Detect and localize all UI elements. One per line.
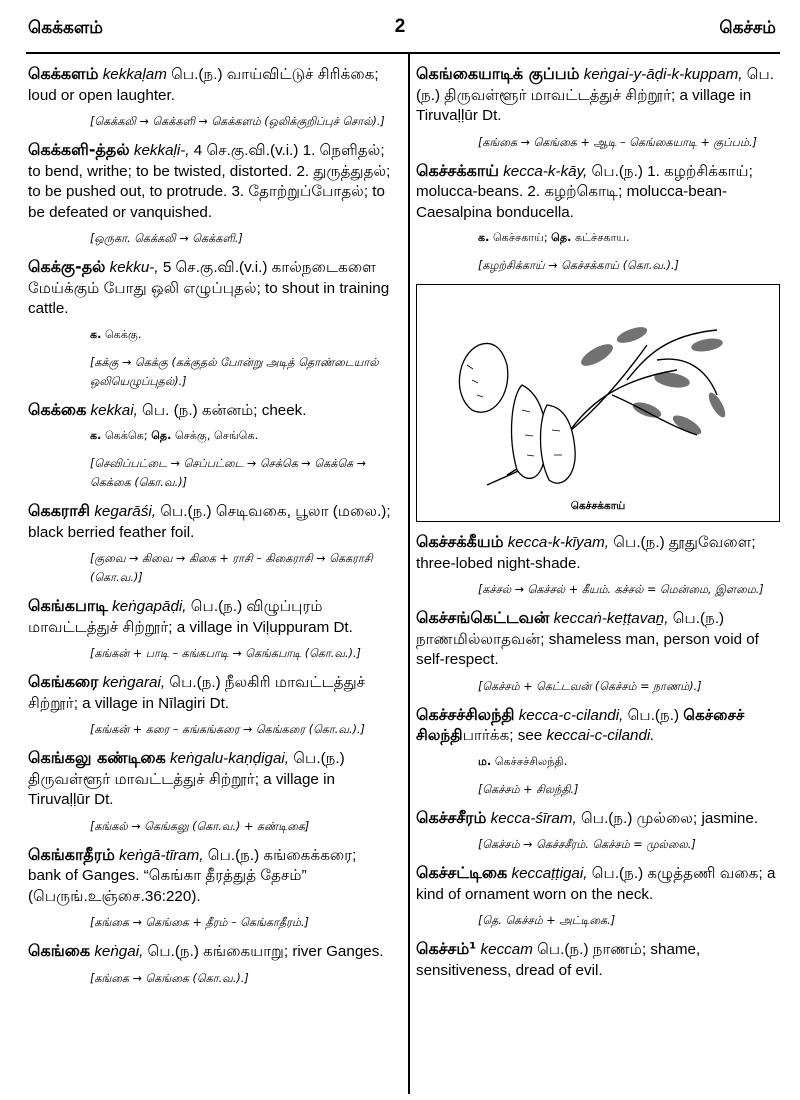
etymology: [கழற்சிக்காய் → கெச்சக்காய் (கொ.வ.).] [478, 259, 679, 272]
cognate-word: கெக்கு. [104, 327, 142, 341]
etymology: [கெக்கலி → கெக்களி → கெக்களம் (ஒலிக்குறிப்புச் சொல்).] [90, 115, 385, 128]
etymology: [தெ. கெச்சம் + அட்டிகை.] [478, 914, 616, 927]
headword: கெகராசி [28, 501, 91, 520]
headword: கெங்கலு கண்டிகை [28, 748, 166, 767]
dictionary-entry [28, 748, 392, 811]
cognate-word: கெச்சகாய்; [492, 231, 548, 244]
dictionary-entry [416, 863, 780, 905]
definition: பெ.(ந.) திருவள்ளூர் மாவட்டத்துச் சிற்றூர்; a village in Tiruvaḷḷūr Dt. [416, 66, 775, 124]
etymology: [கெச்சம் + சிலந்தி.] [478, 782, 579, 796]
transliteration: kecca-k-kāy, [503, 162, 588, 180]
cognates [416, 229, 780, 247]
definition: பெ.(ந.) திருவள்ளூர் மாவட்டத்துச் சிற்றூர்; a village in Tiruvaḷḷūr Dt. [28, 750, 345, 808]
cognate-word: செக்கு, செங்கெ. [175, 429, 259, 442]
etymology: [கச்சல் → கெச்சல் + கீயம். கச்சல் = மென்மை, இளமை.] [478, 583, 764, 596]
dictionary-entry [28, 400, 392, 422]
transliteration: kegarāśi, [94, 503, 156, 520]
definition: பெ.(ந.) நீலகிரி மாவட்டத்துச் சிற்றூர்; a village in Nīlagiri Dt. [28, 674, 366, 712]
etymology: [கங்கன் + பாடி – கங்கபாடி → கெங்கபாடி (கொ.வ.).] [90, 647, 361, 660]
dictionary-entry [28, 257, 392, 320]
transliteration: kekkaḷam [102, 66, 167, 83]
headword: கெக்களி-த்தல் [28, 140, 130, 159]
transliteration: keccam [480, 941, 533, 958]
cognate-word: கெச்சச்சிலந்தி. [494, 754, 568, 768]
headword: கெக்களம் [28, 64, 99, 83]
dictionary-entry [28, 672, 392, 714]
transliteration: kecca-c-cilandi, [518, 706, 624, 724]
dictionary-entry [416, 939, 780, 981]
page-number: 2 [394, 16, 406, 37]
cognate-word: கெக்கெ; [104, 429, 148, 442]
dictionary-entry [416, 64, 780, 127]
cognate-word: கட்ச்சகாய. [574, 231, 630, 244]
transliteration: kekkaḷi-, [133, 142, 190, 159]
definition: பெ.(ந.) தூதுவேளை; three-lobed night-shade. [416, 534, 756, 572]
etymology: [கங்கல் → கெங்கலு (கொ.வ.) + கண்டிகை] [90, 819, 310, 833]
headword: கெச்சட்டிகை [416, 863, 508, 882]
dictionary-entry [416, 808, 780, 830]
cognate-language: ம. [478, 754, 492, 768]
etymology: [குவை → கிவை → கிகை + ராசி – கிகைராசி → கெகராசி (கொ.வ.)] [90, 552, 373, 584]
transliteration: keccaṭṭigai, [511, 865, 588, 882]
headword: கெக்கு-தல் [28, 257, 106, 276]
cross-reference-text: பார்க்க; see [462, 727, 543, 744]
transliteration: keṅgai, [94, 943, 144, 960]
dictionary-entry [28, 845, 392, 908]
definition: பெ.(ந.) நாணமில்லாதவன்; shameless man, person void of self-respect. [416, 610, 759, 668]
headword: கெங்கையாடிக் குப்பம் [416, 64, 580, 83]
definition: 5 செ.கு.வி.(v.i.) கால்நடைகளை மேய்க்கும் போது ஒலி எழுப்புதல்; to shout in training cattle. [28, 259, 390, 317]
definition: பெ.(ந.) செடிவகை, பூலா (மலை.); black berried feather foil. [28, 503, 391, 541]
headword: கெங்கை [28, 941, 91, 960]
definition: பெ.(ந.) கங்கையாறு; river Ganges. [147, 943, 384, 960]
plant-illustration [417, 285, 779, 521]
headword: கெங்காதீரம் [28, 844, 115, 864]
headword: கெச்சங்கெட்டவன் [416, 608, 550, 627]
dictionary-entry [416, 532, 780, 574]
cognate-language: தெ. [151, 429, 172, 442]
transliteration: keṅgai-y-āḍi-k-kuppam, [583, 66, 743, 83]
transliteration: kecca-k-kīyam, [507, 534, 609, 551]
dictionary-entry [416, 161, 780, 224]
column-divider [408, 54, 410, 1094]
definition: பெ.(ந.) கங்கைக்கரை; bank of Ganges. “கெங்கா தீரத்துத் தேசம்” (பெருங்.உஞ்சை.36:220). [28, 846, 357, 905]
cognates [28, 326, 392, 344]
headword: கெச்சக்கீயம் [416, 532, 504, 551]
cognates [28, 427, 392, 445]
definition: பெ.(ந.) வாய்விட்டுச் சிரிக்கை; loud or open laughter. [28, 66, 379, 104]
etymology: [செவிப்பட்டை → செப்பட்டை → செக்கெ → கெக்கெ → கெக்கை (கொ.வ.)] [90, 457, 367, 489]
definition: பெ.(ந.) 1. கழற்சிக்காய்; molucca-beans. 2. கழற்கொடி; molucca-bean- Caesalpina bonducella. [416, 162, 753, 221]
cross-reference-word: கெச்சைச் சிலந்தி [416, 706, 745, 744]
dictionary-entry [28, 596, 392, 638]
transliteration: kekku-, [109, 259, 159, 276]
headword: கெக்கை [28, 399, 87, 419]
headword: கெச்சக்காய் [416, 160, 499, 180]
headword: கெச்சச்சிலந்தி [416, 704, 515, 724]
transliteration: kecca-śīram, [490, 809, 577, 827]
etymology: [கெச்சம் + கெட்டவன் (கெச்சம் = நாணம்).] [478, 679, 702, 693]
definition: பெ. (ந.) கன்னம்; cheek. [142, 401, 307, 419]
definition: பெ.(ந.) விழுப்புரம் மாவட்டத்துச் சிற்றூர்; a village in Viḷuppuram Dt. [28, 598, 353, 636]
definition: 4 செ.கு.வி.(v.i.) 1. நெளிதல்; to bend, writhe; to be twisted, distorted. 2. துருத்துதல்; to be pushed out, to protrude. 3. தோற்றுப்போதல்; to be defeated or vanquished. [28, 142, 391, 221]
dictionary-entry [28, 501, 392, 543]
etymology: [கங்கை → கெங்கை + தீரம் – கெங்காதீரம்.] [90, 916, 309, 929]
transliteration: keṅgā-tīram, [119, 846, 204, 864]
dictionary-entry [416, 705, 780, 747]
right-column [416, 64, 780, 1089]
etymology: [கக்கு → கெக்கு (கக்குதல் போன்று அடித் தொண்டையால் ஒலியெழுப்புதல்).] [90, 355, 379, 388]
transliteration: keṅgapāḍi, [112, 598, 187, 615]
cognates [416, 753, 780, 771]
etymology: [கெச்சம் → கெச்சசீரம். கெச்சம் = முல்லை.] [478, 838, 696, 851]
etymology: [ஒருகா. கெக்கலி → கெக்களி.] [90, 232, 243, 245]
figure-molucca-bean [416, 284, 780, 522]
cognate-language: க. [90, 327, 102, 341]
definition: பெ.(ந.) [627, 706, 680, 724]
left-column [28, 64, 392, 1089]
headword: கெச்சம்¹ [416, 939, 477, 958]
header-rule [26, 52, 780, 54]
headword: கெங்கபாடி [28, 596, 108, 615]
cognate-language: தெ. [551, 231, 572, 244]
right-guide-word: கெச்சம் [719, 18, 776, 38]
transliteration: keccaṅ-keṭṭavaṉ, [553, 610, 669, 627]
transliteration: kekkai, [90, 401, 138, 419]
etymology: [கங்கை → கெங்கை + ஆடி – கெங்கையாடி + குப்பம்.] [478, 135, 757, 149]
dictionary-entry [28, 941, 392, 963]
transliteration: keṅgalu-kaṇḍigai, [169, 750, 289, 767]
definition: பெ.(ந.) முல்லை; jasmine. [580, 809, 759, 827]
cross-reference-transliteration: keccai-c-cilandi. [546, 727, 655, 744]
page-header [0, 0, 800, 52]
dictionary-entry [416, 608, 780, 671]
definition: பெ.(ந.) நாணம்; shame, sensitiveness, dread of evil. [416, 941, 701, 979]
cognate-language: க. [478, 231, 490, 244]
definition: பெ.(ந.) கழுத்தணி வகை; a kind of ornament worn on the neck. [416, 865, 776, 903]
figure-caption: கெச்சக்காய் [570, 500, 626, 512]
headword: கெங்கரை [28, 672, 99, 691]
etymology: [கங்கை → கெங்கை (கொ.வ.).] [90, 971, 249, 985]
transliteration: keṅgarai, [102, 674, 166, 691]
cognate-language: க. [90, 429, 102, 442]
headword: கெச்சசீரம் [416, 807, 487, 827]
dictionary-entry [28, 64, 392, 106]
dictionary-entry [28, 140, 392, 223]
etymology: [கங்கன் + கரை – கங்கங்கரை → கெங்கரை (கொ.வ.).] [90, 723, 365, 736]
left-guide-word: கெக்களம் [28, 18, 103, 38]
